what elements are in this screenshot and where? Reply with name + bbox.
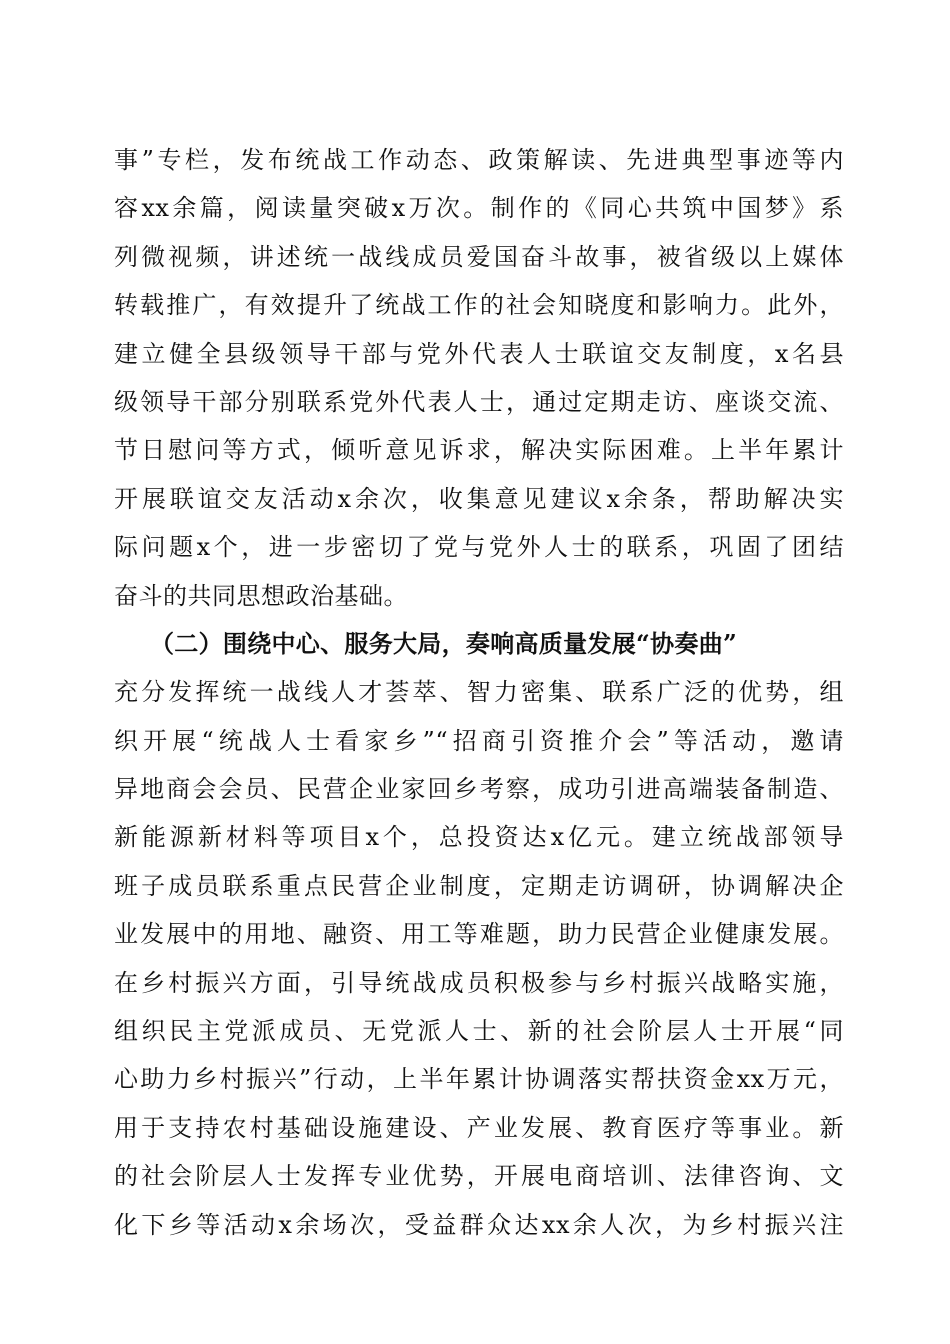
paragraph-line: 用于支持农村基础设施建设、产业发展、教育医疗等事业。新	[114, 1113, 844, 1142]
paragraph-line: 业发展中的用地、融资、用工等难题，助力民营企业健康发展。	[114, 920, 844, 949]
paragraph-line: 化下乡等活动x余场次，受益群众达xx余人次，为乡村振兴注	[114, 1210, 844, 1239]
paragraph-line: 容xx余篇，阅读量突破x万次。制作的《同心共筑中国梦》系	[114, 194, 844, 223]
paragraph-line: 事”专栏，发布统战工作动态、政策解读、先进典型事迹等内	[114, 146, 844, 174]
paragraph-line: 织开展“统战人士看家乡”“招商引资推介会”等活动，邀请	[114, 726, 844, 755]
paragraph-line: 组织民主党派成员、无党派人士、新的社会阶层人士开展“同	[114, 1017, 844, 1046]
paragraph-line: 列微视频，讲述统一战线成员爱国奋斗故事，被省级以上媒体	[114, 242, 844, 271]
paragraph-line: 际问题x个，进一步密切了党与党外人士的联系，巩固了团结	[114, 533, 844, 562]
paragraph-line: 充分发挥统一战线人才荟萃、智力密集、联系广泛的优势，组	[114, 678, 844, 707]
paragraph-line: 奋斗的共同思想政治基础。	[114, 581, 408, 610]
section-heading: （二）围绕中心、服务大局，奏响高质量发展“协奏曲”	[150, 628, 738, 658]
paragraph-line: 异地商会会员、民营企业家回乡考察，成功引进高端装备制造、	[114, 775, 844, 804]
paragraph-line: 在乡村振兴方面，引导统战成员积极参与乡村振兴战略实施，	[114, 968, 844, 997]
paragraph-line: 转载推广，有效提升了统战工作的社会知晓度和影响力。此外，	[114, 291, 844, 320]
paragraph-line: 建立健全县级领导干部与党外代表人士联谊交友制度，x名县	[114, 339, 844, 368]
paragraph-line: 开展联谊交友活动x余次，收集意见建议x余条，帮助解决实	[114, 484, 844, 513]
paragraph-line: 心助力乡村振兴”行动，上半年累计协调落实帮扶资金xx万元，	[114, 1065, 844, 1094]
paragraph-line: 级领导干部分别联系党外代表人士，通过定期走访、座谈交流、	[114, 387, 844, 416]
paragraph-line: 节日慰问等方式，倾听意见诉求，解决实际困难。上半年累计	[114, 436, 844, 465]
paragraph-line: 新能源新材料等项目x个，总投资达x亿元。建立统战部领导	[114, 823, 844, 852]
paragraph-line: 班子成员联系重点民营企业制度，定期走访调研，协调解决企	[114, 871, 844, 900]
paragraph-line: 的社会阶层人士发挥专业优势，开展电商培训、法律咨询、文	[114, 1162, 844, 1191]
document-body	[114, 136, 844, 1249]
